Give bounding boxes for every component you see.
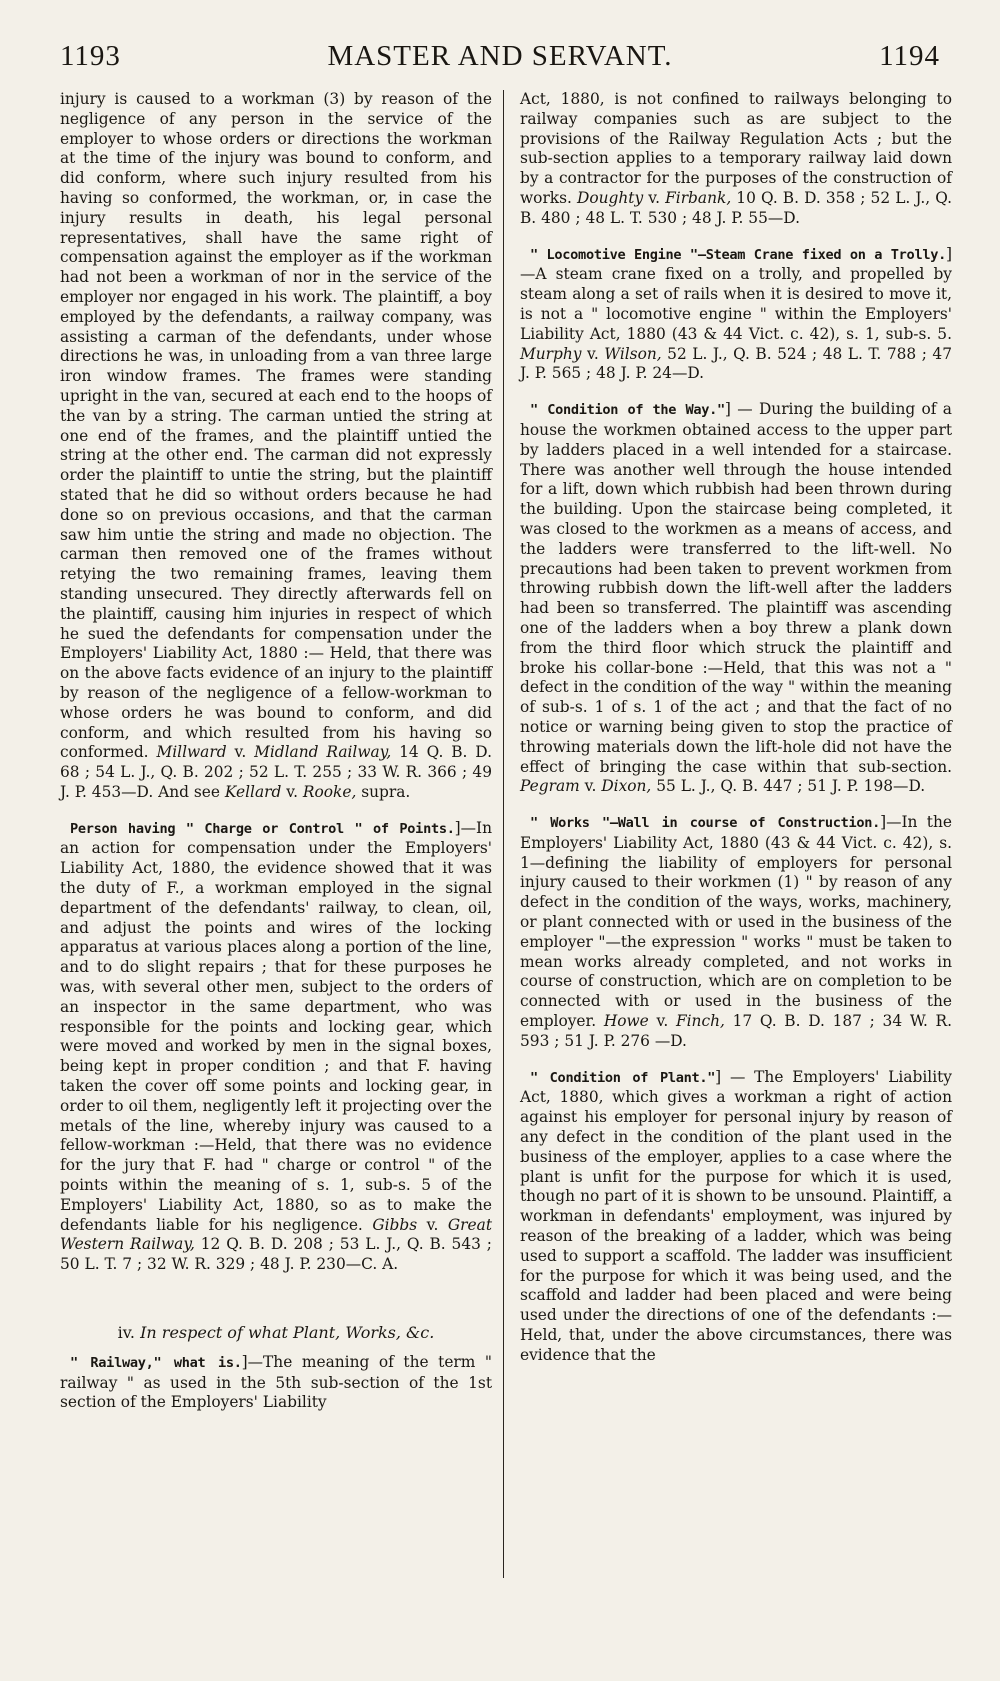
section-heading: " Condition of the Way." (530, 402, 725, 419)
section-condition-of-way: " Condition of the Way."] — During the building of a house the workmen obtained access to the upper part by ladders placed in a well intended for a staircase. There was another well through the house intended for a lift, down which rubbish had been thrown during the building. Upon the staircase being completed, it was closed to the workmen as a means of access, and the ladders were transferred to the lift-well. No precautions had been taken to prevent workmen from throwing rubbish down the lift-well after the ladders had been so transferred. The plaintiff was ascending one of the ladders when a boy threw a plank down from the third floor which struck the plaintiff and broke his collar-bone :—Held, that this was not a " defect in the condition of the way " within the meaning of sub-s. 1 of s. 1 of the act ; and that the fact of no notice or warning being given to stop the practice of throwing materials down the lift-hole did not have the effect of bringing the case within that sub-section. Pegram v. Dixon, 55 L. J., Q. B. 447 ; 51 J. P. 198—D. (520, 400, 952, 796)
right-column (520, 90, 952, 1366)
citation: 14 Q. B. D. 68 ; 54 L. J., Q. B. 202 ; 52 L. T. 255 ; 33 W. R. 366 ; 49 J. P. 453—D. And see (60, 743, 492, 801)
citation: 52 L. J., Q. B. 524 ; 48 L. T. 788 ; 47 J. P. 565 ; 48 J. P. 24—D. (520, 344, 952, 383)
section-heading: " Locomotive Engine "—Steam Crane fixed on a Trolly. (530, 246, 946, 263)
left-column (60, 90, 492, 1413)
running-header (60, 40, 940, 80)
section-heading: Person having " Charge or Control " of Points. (70, 820, 455, 837)
running-title: MASTER AND SERVANT. (327, 40, 673, 72)
case-name: Firbank, (665, 188, 732, 207)
case-name: Pegram (520, 777, 580, 796)
section-charge-or-control: Person having " Charge or Control " of Points.]—In an action for compensation under the Employers' Liability Act, 1880, the evidence showed that it was the duty of F., a workman employed in the signal department of the defendants' railway, to clean, oil, and adjust the points and wires of the locking apparatus at various places along a portion of the line, and to do slight repairs ; that for these purposes he was, with several other men, subject to the orders of an inspector in the same department, who was responsible for the points and locking gear, which were moved and worked by men in the signal boxes, being kept in proper condition ; and that F. having taken the cover off some points and locking gear, in order to oil them, negligently left it projecting over the metals of the line, whereby injury was caused to a fellow-workman :—Held, that there was no evidence for the jury that F. had " charge or control " of the points within the meaning of s. 1, sub-s. 5 of the Employers' Liability Act, 1880, so as to make the defendants liable for his negligence. Gibbs v. Great Western Railway, 12 Q. B. D. 208 ; 53 L. J., Q. B. 543 ; 50 L. T. 7 ; 32 W. R. 329 ; 48 J. P. 230—C. A. (60, 818, 493, 1274)
case-name: Dixon, (601, 777, 652, 796)
citation: 17 Q. B. D. 187 ; 34 W. R. 593 ; 51 J. P. 276 —D. (520, 1012, 953, 1050)
case-name: Gibbs (372, 1215, 418, 1234)
section-locomotive-engine: " Locomotive Engine "—Steam Crane fixed on a Trolly.]—A steam crane fixed on a trolly, and propelled by steam along a set of rails when it is desired to move it, is not a " locomotive engine " within the Employers' Liability Act, 1880 (43 & 44 Vict. c. 42), s. 1, sub-s. 5. Murphy v. Wilson, 52 L. J., Q. B. 524 ; 48 L. T. 788 ; 47 J. P. 565 ; 48 J. P. 24—D. (520, 244, 952, 383)
case-name: Wilson, (604, 344, 662, 363)
page-number-right: 1194 (879, 40, 940, 72)
case-name: Midland Railway, (254, 743, 392, 762)
case-name: Great Western Railway, (60, 1215, 493, 1254)
case-name: Murphy (520, 344, 582, 363)
case-name: Rooke, (302, 782, 357, 801)
section-condition-of-plant: " Condition of Plant."] — The Employers' Liability Act, 1880, which gives a workman a right of action against his employer for personal injury by reason of any defect in the condition of the plant used in the business of the employer, applies to a case where the plant is unfit for the purpose for which it is used, though no part of it is shown to be unsound. Plaintiff, a workman in defendants' employment, was injured by reason of the breaking of a ladder, which was being used to support a scaffold. The ladder was insufficient for the purpose for which it was being used, and the scaffold and ladder had been placed and were being used under the directions of one of the defendants :—Held, that, under the above circumstances, there was evidence that the (520, 1067, 953, 1364)
subsection-heading: iv. In respect of what Plant, Works, &c. (117, 1323, 435, 1343)
paragraph: Act, 1880, is not confined to railways belonging to railway companies such as are subject to the provisions of the Railway Regulation Acts ; but the sub-section applies to a temporary railway laid down by a contractor for the purposes of the construction of works. Doughty v. Firbank, 10 Q. B. D. 358 ; 52 L. J., Q. B. 480 ; 48 L. T. 530 ; 48 J. P. 55—D. (520, 90, 952, 227)
case-name: Millward (156, 743, 227, 762)
case-name: Finch, (675, 1012, 725, 1031)
section-railway: " Railway," what is.]—The meaning of the term " railway " as used in the 5th sub-section of the 1st section of the Employers' Liability (60, 1352, 492, 1412)
paragraph: injury is caused to a workman (3) by reason of the negligence of any person in the service of the employer to whose orders or directions the workman at the time of the injury was bound to conform, and did conform, where such injury resulted from his having so conformed, the workman, or, in case the injury results in death, his legal personal representatives, shall have the same right of compensation against the employer as if the workman had not been a workman of nor in the service of the employer nor engaged in his work. The plaintiff, a boy employed by the defendants, a railway company, was assisting a carman of the defendants, under whose directions he was, in unloading from a van three large iron window frames. The frames were standing upright in the van, secured at each end to the hoops of the van by a string. The carman untied the string at one end of the frames, and the plaintiff untied the string at the other end. The carman did not expressly order the plaintiff to untie the string, but the plaintiff stated that he did so without orders because he had done so on previous occasions, and that the carman saw him untie the string and made no objection. The carman then removed one of the frames without retying the two remaining frames, leaving them standing unsecured. They directly afterwards fell on the plaintiff, causing him injuries in respect of which he sued the defendants for compensation under the Employers' Liability Act, 1880 :— Held, that there was on the above facts evidence of an injury to the plaintiff by reason of the negligence of a fellow-workman to whose orders he was bound to conform, and did conform, and which resulted from his having so conformed. Millward v. Midland Railway, 14 Q. B. D. 68 ; 54 L. J., Q. B. 202 ; 52 L. T. 255 ; 33 W. R. 366 ; 49 J. P. 453—D. And see Kellard v. Rooke, supra. (60, 90, 492, 801)
citation: 55 L. J., Q. B. 447 ; 51 J. P. 198—D. (651, 777, 926, 796)
section-heading: " Condition of Plant." (530, 1069, 716, 1086)
citation: 10 Q. B. D. 358 ; 52 L. J., Q. B. 480 ; 48 L. T. 530 ; 48 J. P. 55—D. (520, 188, 952, 227)
case-name: Doughty (577, 188, 644, 207)
page-number-left: 1193 (60, 40, 121, 72)
column-divider (503, 90, 504, 1578)
case-name: Howe (603, 1012, 649, 1031)
case-name: Kellard (224, 782, 282, 801)
section-works: " Works "—Wall in course of Construction.]—In the Employers' Liability Act, 1880 (43 & 44 Vict. c. 42), s. 1—defining the liability of employers for personal injury caused to their workmen (1) " by reason of any defect in the condition of the ways, works, machinery, or plant connected with or used in the business of the employer "—the expression " works " must be taken to mean works already completed, and not works in course of construction, which are on completion to be connected with or used in the business of the employer. Howe v. Finch, 17 Q. B. D. 187 ; 34 W. R. 593 ; 51 J. P. 276 —D. (520, 813, 953, 1050)
section-heading: " Works "—Wall in course of Construction. (530, 815, 881, 832)
citation: 12 Q. B. D. 208 ; 53 L. J., Q. B. 543 ; 50 L. T. 7 ; 32 W. R. 329 ; 48 J. P. 230—C. A. (60, 1235, 492, 1274)
section-heading: " Railway," what is. (70, 1354, 242, 1371)
